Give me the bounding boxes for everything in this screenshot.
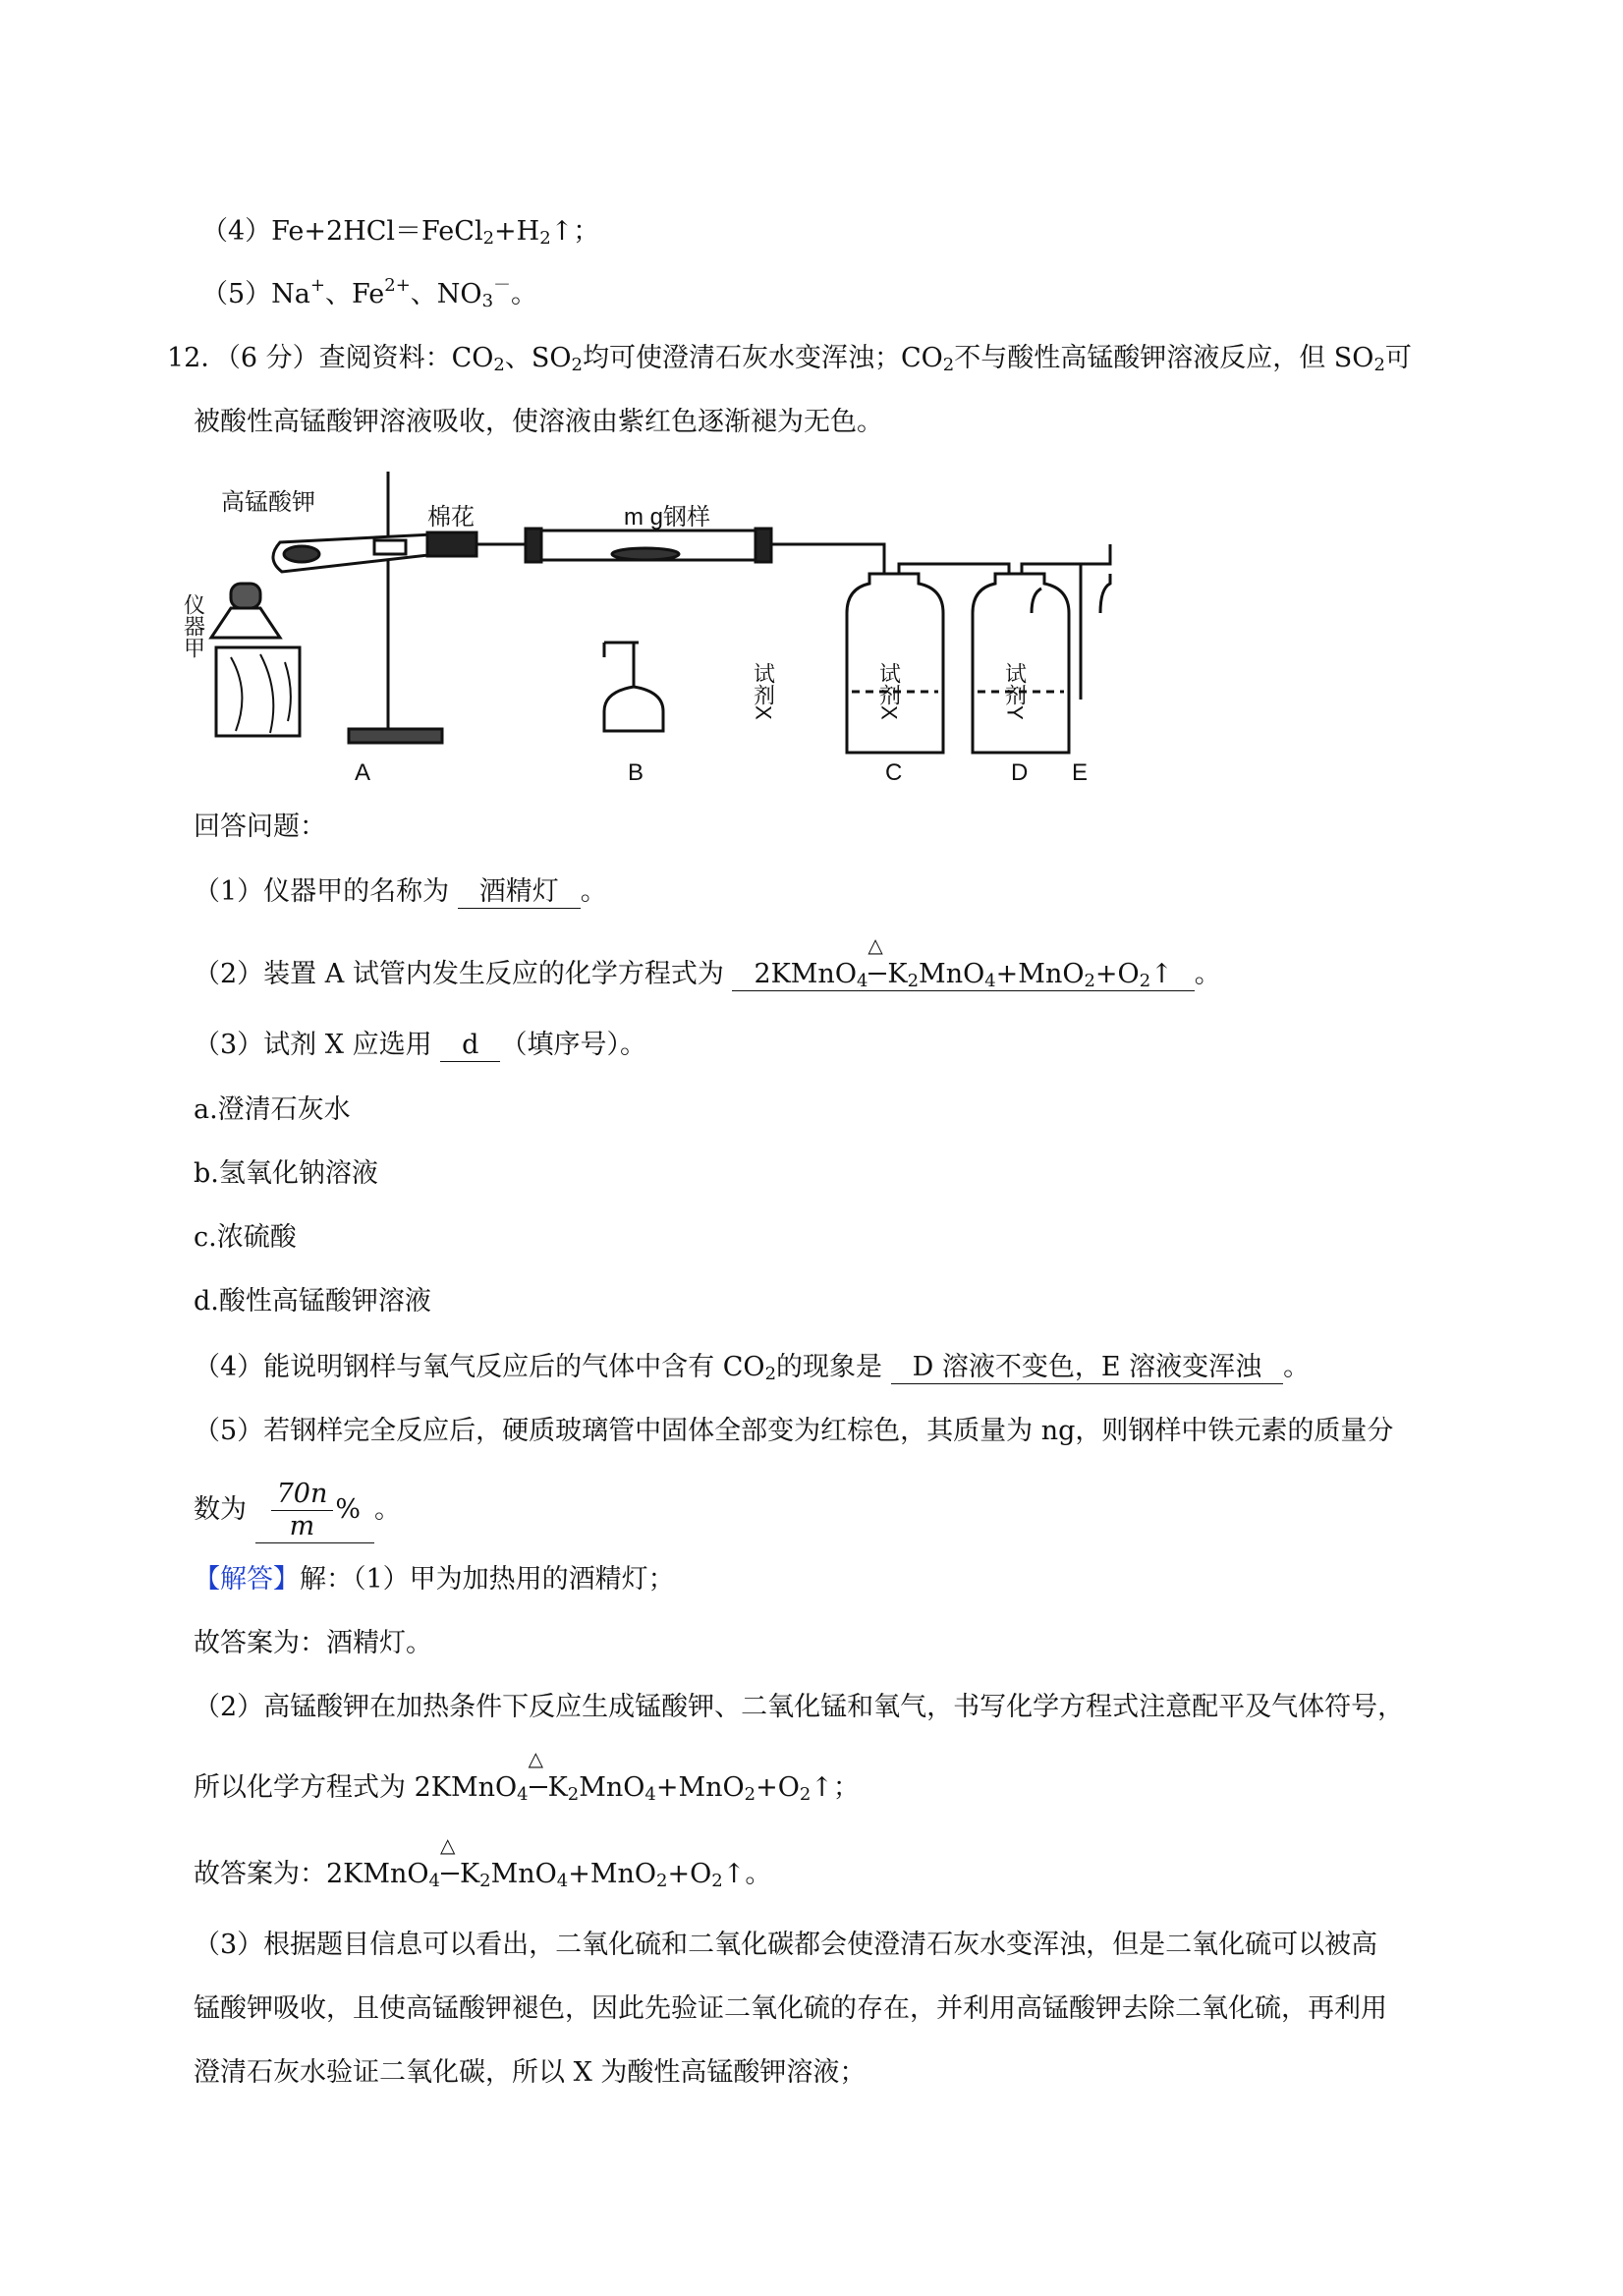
option-b: b.氢氧化钠溶液	[194, 1158, 378, 1189]
burner-b	[604, 687, 663, 731]
q4-line: （4）能说明钢样与氧气反应后的气体中含有 $CO_2$的现象是 D 溶液不变色，E 溶液变浑浊 。	[194, 1352, 1311, 1384]
label-kmno4: 高锰酸钾	[221, 489, 315, 516]
option-c: c.浓硫酸	[194, 1222, 297, 1253]
q3-answer: d	[440, 1030, 500, 1062]
solution-1: 【解答】解：（1）甲为加热用的酒精灯；	[194, 1564, 675, 1595]
q2-answer: 2KMnO$_4$ △ $K_2MnO_4+MnO_2+O_2↑$	[732, 959, 1194, 991]
q2-line: （2）装置 A 试管内发生反应的化学方程式为 2KMnO$_4$ △ $K_2MnO_4+MnO_2+O_2↑$ 。	[194, 933, 1221, 991]
solution-2c: 故答案为：2KMnO$_4$ △ $K_2MnO_4+MnO_2+O_2↑$。	[194, 1833, 772, 1891]
q1-line: （1）仪器甲的名称为 酒精灯 。	[194, 876, 607, 907]
heat-condition: △	[867, 959, 887, 990]
wood-block	[216, 647, 300, 736]
label-d: D	[1011, 759, 1029, 786]
alcohol-lamp	[211, 608, 280, 638]
solution-3c: 澄清石灰水验证二氧化碳，所以 X 为酸性高锰酸钾溶液；	[194, 2057, 867, 2088]
solution-3b: 锰酸钾吸收，且使高锰酸钾褪色，因此先验证二氧化硫的存在，并利用高锰酸钾去除二氧化硫，再利用	[194, 1993, 1387, 2024]
q1-answer: 酒精灯	[458, 876, 581, 909]
solution-2b: 所以化学方程式为 2KMnO$_4$ △ $K_2MnO_4+MnO_2+O_2↑$；	[194, 1747, 860, 1805]
option-a: a.澄清石灰水	[194, 1094, 351, 1125]
apparatus-figure	[181, 466, 1115, 790]
solution-2: （2）高锰酸钾在加热条件下反应生成锰酸钾、二氧化锰和氧气，书写化学方程式注意配平及气体符号，	[194, 1692, 1405, 1722]
option-d: d.酸性高锰酸钾溶液	[194, 1286, 431, 1316]
label-e: E	[1072, 759, 1089, 786]
question-12-line2: 被酸性高锰酸钾溶液吸收，使溶液由紫红色逐渐褪为无色。	[194, 407, 883, 437]
q5-line1: （5）若钢样完全反应后，硬质玻璃管中固体全部变为红棕色，其质量为 ng，则钢样中铁元素的质量分	[194, 1416, 1394, 1446]
q3-line: （3）试剂 X 应选用 d （填序号）。	[194, 1030, 646, 1060]
q4-answer: D 溶液不变色，E 溶液变浑浊	[891, 1352, 1284, 1384]
solution-1b: 故答案为：酒精灯。	[194, 1628, 432, 1658]
solution-tag: 【解答】	[194, 1564, 300, 1595]
label-c: C	[885, 759, 903, 786]
label-reagent-c: 试剂X	[751, 662, 776, 720]
kmno4-solid	[284, 546, 319, 562]
label-cotton: 棉花	[427, 504, 475, 531]
solution-3a: （3）根据题目信息可以看出，二氧化硫和二氧化碳都会使澄清石灰水变浑浊，但是二氧化硫可以被高	[194, 1930, 1378, 1960]
answer-intro: 回答问题：	[194, 812, 326, 842]
label-b: B	[628, 759, 644, 786]
line-5: （5）Na+、$Fe^{2+}$、$NO_3^-$。	[201, 275, 538, 311]
q5-line2: 数为 $\frac{70n}{m}$ % 。	[194, 1479, 401, 1541]
q5-answer: $\frac{70n}{m}$ %	[255, 1479, 374, 1543]
stopper	[427, 532, 476, 556]
question-12-line1: 12．（6 分）查阅资料：$CO_2$、$SO_2$均可使澄清石灰水变浑浊；$CO_2$不与酸性高锰酸钾溶液反应，但 $SO_2$可	[167, 343, 1412, 375]
label-instrument: 仪器甲	[181, 593, 206, 658]
label-reagent-e: 试剂Y	[1002, 662, 1028, 720]
steel-sample	[612, 548, 679, 560]
fraction: $\frac{70n}{m}$	[271, 1479, 334, 1542]
label-sample: m g钢样	[624, 504, 711, 531]
stand-base	[349, 729, 442, 743]
label-reagent-d: 试剂X	[876, 662, 902, 720]
label-a: A	[355, 759, 371, 786]
line-4: $(4)Fe+2HCl=FeCl_2+H_2↑$；	[201, 216, 600, 249]
